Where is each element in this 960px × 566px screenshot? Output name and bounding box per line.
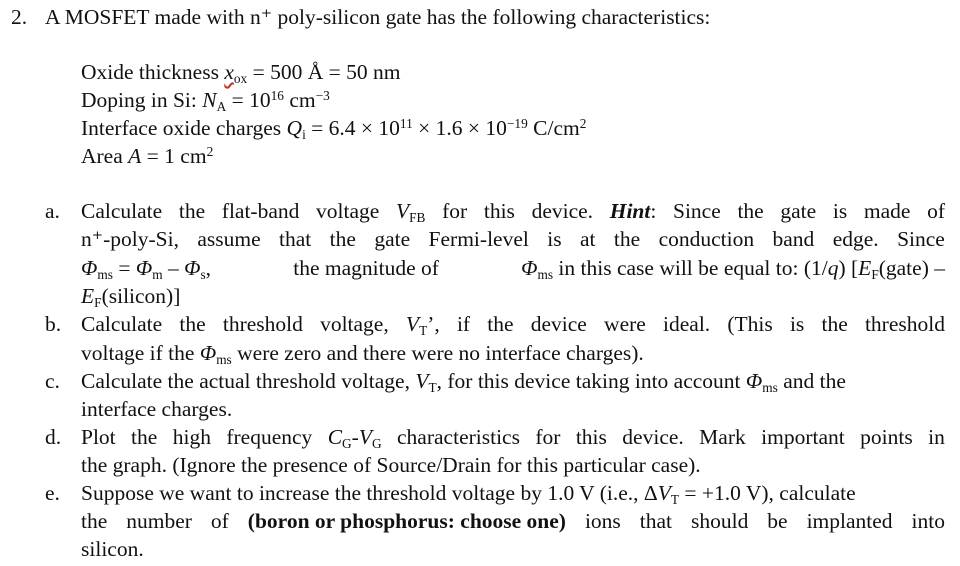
part-e-line3: silicon. xyxy=(81,537,144,561)
part-d-line2: the graph. (Ignore the presence of Source/Drain for this particular case). xyxy=(81,453,701,477)
part-b-line2: voltage if the $\Phi_{ms}$ were zero and there were no interface charges). xyxy=(81,341,644,367)
part-a-line2: n⁺-poly-Si, assume that the gate Fermi-level is at the conduction band edge. Since xyxy=(81,227,945,251)
part-c-line1: Calculate the actual threshold voltage, $V_T$, for this device taking into account $\Phi_{ms}$ and the xyxy=(81,369,846,395)
part-a-letter: a. xyxy=(45,199,60,223)
problem-intro: A MOSFET made with n⁺ poly-silicon gate has the following characteristics: xyxy=(45,5,711,29)
part-a-line4: $E_F(silicon)$] xyxy=(81,284,181,310)
part-a-line1: Calculate the flat-band voltage $V_{FB}$ for this device. Hint: Since the gate is made of xyxy=(81,199,945,225)
part-e-line2: the number of (boron or phosphorus: choose one) ions that should be implanted into xyxy=(81,509,945,533)
part-d-letter: d. xyxy=(45,425,62,449)
part-c-letter: c. xyxy=(45,369,60,393)
part-e-letter: e. xyxy=(45,481,60,505)
part-c-line2: interface charges. xyxy=(81,397,233,421)
interface-charges: Interface oxide charges $Q_i = 6.4 \times 10^{11} \times 1.6 \times 10^{-19}$ $C/cm^2$ xyxy=(81,115,587,142)
problem-number: 2. xyxy=(11,5,28,29)
area-line: Area A = 1 $cm^2$ xyxy=(81,143,214,168)
doping-line: Doping in Si: $N_A = 10^{16}$ $cm^{-3}$ xyxy=(81,87,330,114)
part-e-line1: Suppose we want to increase the threshold voltage by 1.0 V (i.e., $\Delta V_T = +1.0$ V), calculate xyxy=(81,481,856,507)
part-b-letter: b. xyxy=(45,312,62,336)
part-b-line1: Calculate the threshold voltage, $V_T$’, if the device were ideal. (This is the threshold xyxy=(81,312,945,338)
part-a-line3: $\Phi_{ms} = \Phi_m - \Phi_s$, the magnitude of $\Phi_{ms}$ in this case will be equal to: (1/q) [$E_F(gate)$ – xyxy=(81,256,945,282)
part-d-line1: Plot the high frequency $C_G-V_G$ characteristics for this device. Mark important points in xyxy=(81,425,945,451)
oxide-thickness: Oxide thickness $x_{ox} = 500$ Å = 50 nm xyxy=(81,60,401,86)
